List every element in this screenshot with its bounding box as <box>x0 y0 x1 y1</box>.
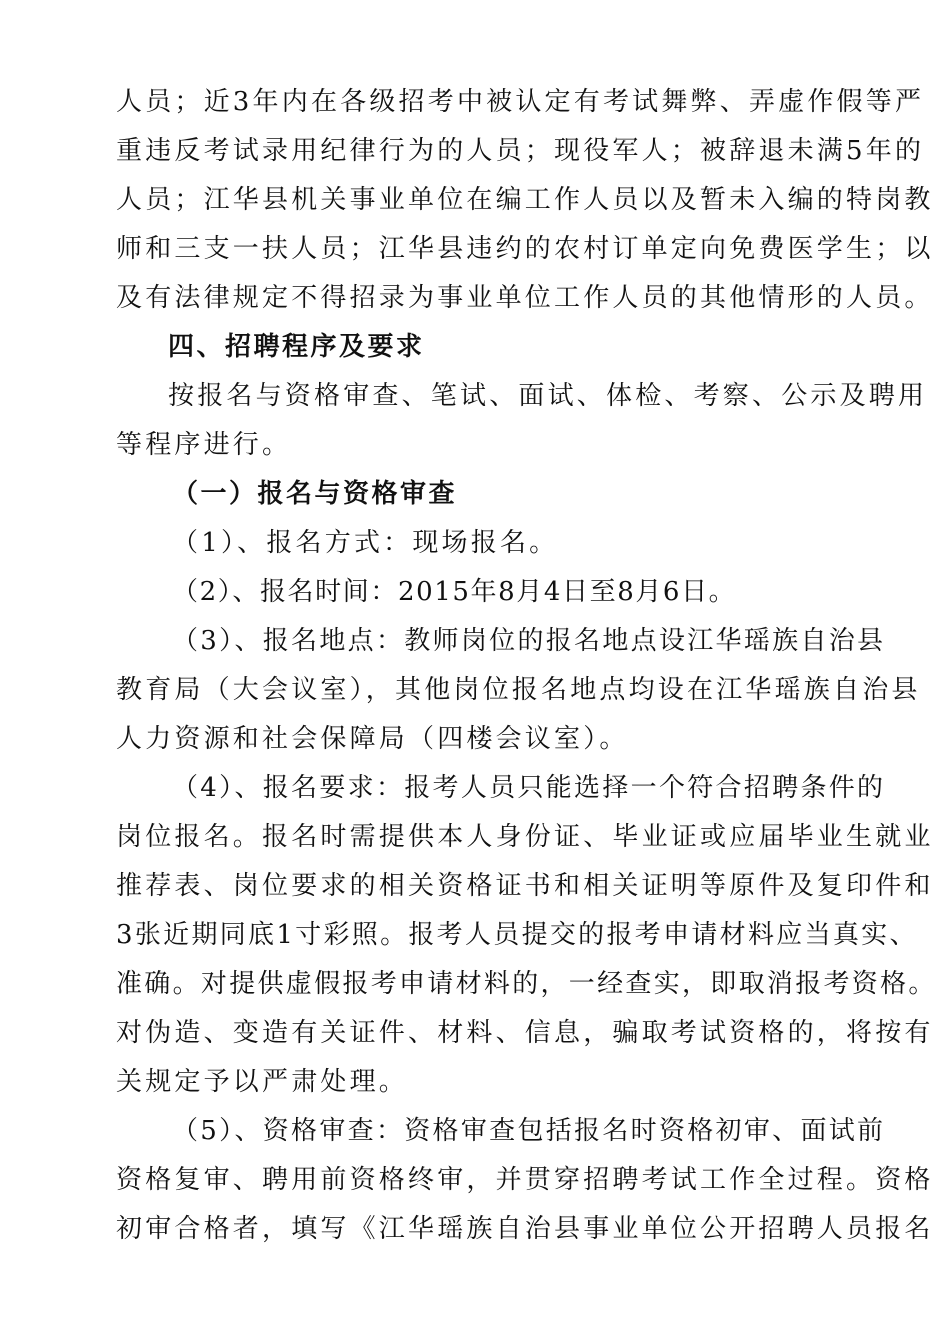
body-text-line: 及有法律规定不得招录为事业单位工作人员的其他情形的人员。 <box>116 283 934 313</box>
body-text-line: 重违反考试录用纪律行为的人员；现役军人；被辞退未满5年的 <box>116 136 925 166</box>
list-item: （3）、报名地点：教师岗位的报名地点设江华瑶族自治县 <box>172 626 886 656</box>
body-text-line: 关规定予以严肃处理。 <box>116 1067 409 1097</box>
body-text-line: 初审合格者，填写《江华瑶族自治县事业单位公开招聘人员报名 <box>116 1214 934 1244</box>
body-text-line: 师和三支一扶人员；江华县违约的农村订单定向免费医学生；以 <box>116 234 934 264</box>
body-text-line: 岗位报名。报名时需提供本人身份证、毕业证或应届毕业生就业 <box>116 822 934 852</box>
body-text-line: 人员；江华县机关事业单位在编工作人员以及暂未入编的特岗教 <box>116 185 934 215</box>
body-text-line: 等程序进行。 <box>116 430 292 460</box>
body-text-line: 教育局（大会议室），其他岗位报名地点均设在江华瑶族自治县 <box>116 675 921 705</box>
list-item: （4）、报名要求：报考人员只能选择一个符合招聘条件的 <box>172 773 886 803</box>
body-text-line: 按报名与资格审查、笔试、面试、体检、考察、公示及聘用 <box>168 381 928 411</box>
document-page <box>116 78 937 1254</box>
body-text-line: 推荐表、岗位要求的相关资格证书和相关证明等原件及复印件和 <box>116 871 934 901</box>
list-item: （2）、报名时间：2015年8月4日至8月6日。 <box>172 577 737 607</box>
subsection-heading: （一）报名与资格审查 <box>172 479 458 509</box>
body-text-line: 资格复审、聘用前资格终审，并贯穿招聘考试工作全过程。资格 <box>116 1165 934 1195</box>
list-item: （5）、资格审查：资格审查包括报名时资格初审、面试前 <box>172 1116 886 1146</box>
body-text-line: 准确。对提供虚假报考申请材料的，一经查实，即取消报考资格。 <box>116 969 937 999</box>
body-text-line: 人力资源和社会保障局（四楼会议室）。 <box>116 724 629 754</box>
section-heading: 四、招聘程序及要求 <box>168 332 425 362</box>
body-text-line: 对伪造、变造有关证件、材料、信息，骗取考试资格的，将按有 <box>116 1018 934 1048</box>
list-item: （1）、报名方式：现场报名。 <box>172 528 559 558</box>
body-text-line: 人员；近3年内在各级招考中被认定有考试舞弊、弄虚作假等严 <box>116 87 925 117</box>
body-text-line: 3张近期同底1寸彩照。报考人员提交的报考申请材料应当真实、 <box>116 920 918 950</box>
